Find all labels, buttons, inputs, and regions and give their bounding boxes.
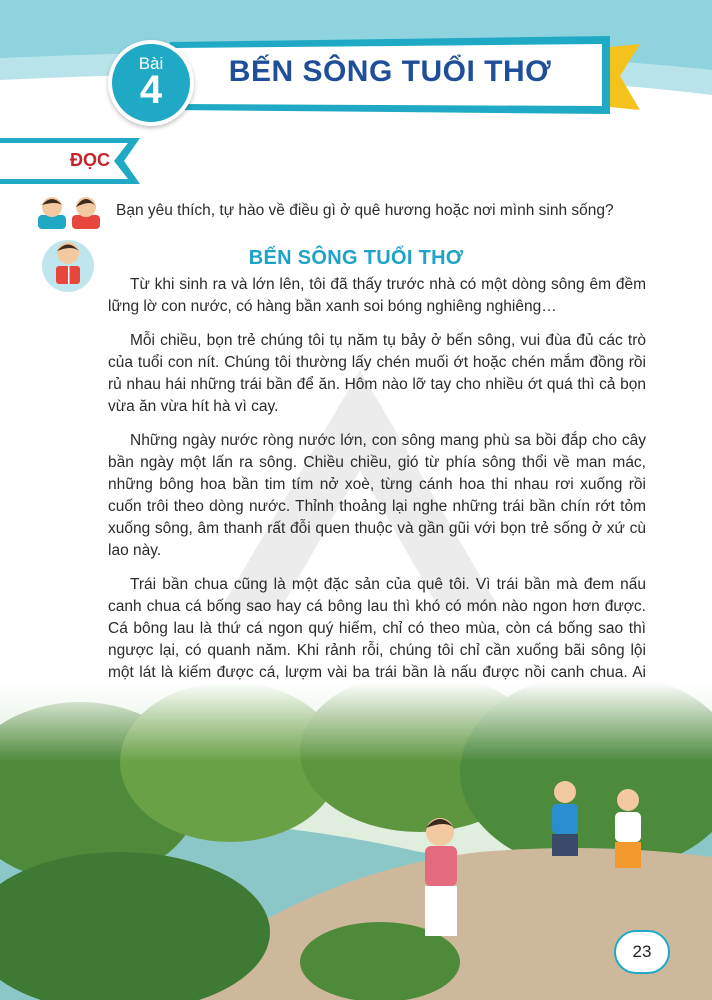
lesson-word: Bài	[138, 54, 164, 73]
story-title: BẾN SÔNG TUỔI THƠ	[248, 247, 464, 269]
story-body	[108, 274, 646, 740]
question-text: Bạn yêu thích, tự hào về điều gì ở quê hương hoặc nơi mình sinh sống?	[116, 202, 614, 219]
story-paragraph-3: Những ngày nước ròng nước lớn, con sông mang phù sa bồi đắp cho cây bần ngày một lấn ra sông. Chiều chiều, gió từ phía sông thổi về man mác, những bông hoa bần tim tím nở xoè, từng cánh hoa thi nhau rơi xuống rồi cuốn trôi theo dòng nước. Thỉnh thoảng lại nghe những trái bần chín rớt tỏm xuống sông, âm thanh rất đỗi quen thuộc và gần gũi với bọn trẻ sống ở xứ cù lao này.	[108, 432, 646, 559]
riverside-illustration	[0, 682, 712, 1000]
question-row	[36, 195, 686, 231]
page-number: 23	[632, 942, 652, 961]
story-paragraph-4: Trái bần chua cũng là một đặc sản của quê tôi. Vì trái bần mà đem nấu canh chua cá bống sao hay cá bông lau thì khó có món nào ngon hơn được. Cá bông lau là thứ cá ngon quý hiếm, chỉ có theo mùa, còn cá bống sao thì ngược lại, có quanh năm. Khi rảnh rỗi, chúng tôi chỉ cần xuống bãi sông lội một lát là kiếm được cá, lượm vài ba trái bần là nấu được nồi canh chua. Ai	[108, 576, 646, 681]
page-number-badge	[614, 930, 670, 974]
story-paragraph-1: Từ khi sinh ra và lớn lên, tôi đã thấy trước nhà có một dòng sông êm đềm lững lờ con nước, có hàng bần xanh soi bóng nghiêng nghiêng…	[108, 276, 646, 315]
lesson-number: 4	[139, 68, 163, 112]
story-paragraph-2: Mỗi chiều, bọn trẻ chúng tôi tụ năm tụ bảy ở bến sông, vui đùa đủ các trò của tuổi con nít. Chúng tôi thường lấy chén muối ớt hoặc chén mắm đồng rồi rủ nhau hái những trái bần để ăn. Hôm nào lỡ tay cho nhiều ớt quá thì cả bọn vừa ăn vừa hít hà vì cay.	[108, 332, 646, 415]
kids-pair-icon	[36, 195, 104, 229]
lesson-badge	[108, 40, 194, 126]
section-label: ĐỌC	[70, 150, 110, 170]
lesson-title: BẾN SÔNG TUỔI THƠ	[228, 55, 552, 88]
